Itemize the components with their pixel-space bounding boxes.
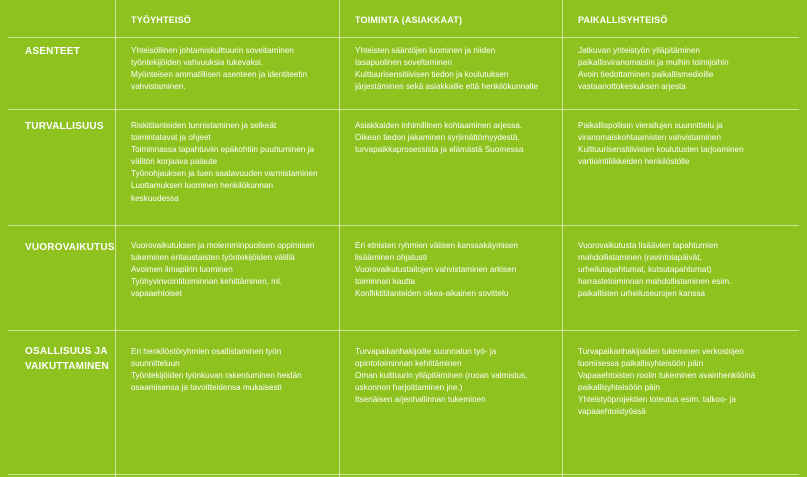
cell-item: Vapaaehtoisten roolin tukeminen avainhenkilöinä paikallisyhteisöön päin	[578, 371, 756, 393]
cell-item: Oman kulttuurin ylläpitäminen (ruoan valmistus, uskonnon harjoittaminen jne.)	[355, 371, 528, 393]
row-divider	[8, 109, 799, 110]
cell-item: Kulttuurisensitiivisten koulutusten tarjoaminen vartiointiliikkeiden henkilöstölle	[578, 145, 744, 167]
cell	[131, 120, 336, 205]
column-divider	[339, 0, 340, 477]
row-header-vuorovaikutus: VUOROVAIKUTUS	[25, 242, 115, 253]
cell-item: Työnohjauksen ja tuen saatavuuden varmistaminen	[131, 169, 318, 179]
cell	[578, 346, 793, 419]
cell-item: Myönteisen ammatillisen asenteen ja identiteetin vahvistaminen.	[131, 70, 308, 92]
cell	[578, 240, 793, 300]
row-divider	[8, 225, 799, 226]
cell-item: Asiakkaiden inhimillinen kohtaaminen arjessa. Oikean tiedon jakaminen syrjimättömyydestä, turvapaikkaprosessista ja elämästä Suomessa	[355, 121, 524, 155]
row-header-turvallisuus: TURVALLISUUS	[25, 121, 104, 132]
column-header-toiminta: TOIMINTA (ASIAKKAAT)	[355, 15, 463, 25]
cell	[131, 45, 336, 93]
cell-item: Jatkuvan yhteistyön ylläpitäminen paikallisviranomaisiin ja muihin toimijoihin	[578, 46, 729, 68]
cell	[355, 346, 560, 406]
column-divider	[562, 0, 563, 477]
cell-item: Riskitilanteiden tunnistaminen ja selkeät toimintatavat ja ohjeet	[131, 121, 277, 143]
cell-item: Yhteisten sääntöjen luominen ja niiden tasapuolinen soveltaminen	[355, 46, 496, 68]
cell-item: Eri henkilöstöryhmien osallistaminen työn suunnitteluun	[131, 347, 282, 369]
cell-item: Vuorovaikutusta lisäävien tapahtumien mahdollistaminen (ravintolapäivät, urheilutapahtumat, kutsutapahtumat) harrastetoiminnan mahdollistaminen esim. paikallisten urheiluseurojen kanssa	[578, 241, 732, 299]
column-header-tyoyhteiso: TYÖYHTEISÖ	[131, 15, 192, 25]
cell-item: Turvapaikanhakijoiden tukeminen verkostojen luomisessa paikallisyhteisöön päin	[578, 347, 744, 369]
cell-item: Yhteisöllinen johtamiskulttuurin soveltaminen työntekijöiden vahvuuksia tukevaksi.	[131, 46, 294, 68]
cell-item: Vuorovaikutustaitojen vahvistaminen arkisen toiminnan kautta	[355, 265, 517, 287]
column-divider	[115, 0, 116, 477]
cell-item: Eri etnisten ryhmien välisen kanssakäymisen lisääminen ohjatusti	[355, 241, 518, 263]
cell-item: Toiminnassa tapahtuviin epäkohtiin puuttuminen ja välitön korjaava palaute	[131, 145, 314, 167]
cell-item: Luottamuksen luominen henkilökunnan keskuudessa	[131, 181, 274, 203]
cell-item: Konfliktitilanteiden oikea-aikainen sovittelu	[355, 289, 509, 299]
cell-item: Turvapaikanhakijoille suunnatun työ- ja opintotoiminnan kehittäminen	[355, 347, 497, 369]
row-header-asenteet: ASENTEET	[25, 46, 80, 57]
cell-item: Itsenäisen arjenhallinnan tukeminen	[355, 395, 486, 405]
cell	[355, 45, 560, 93]
cell	[578, 45, 793, 93]
row-header-osallisuus: OSALLISUUS JA VAIKUTTAMINEN	[25, 346, 109, 372]
cell-item: Paikallispoliisin vierailujen suunnittelu ja viranomaiskohtaamisten vahvistaminen	[578, 121, 723, 143]
row-divider	[8, 37, 799, 38]
row-divider	[8, 474, 799, 475]
cell	[578, 120, 793, 168]
cell	[131, 240, 336, 300]
cell-item: Vuorovaikutuksen ja molemminpuolisen oppimisen tukeminen eritaustaisten työntekijöiden välillä	[131, 241, 315, 263]
column-header-paikallisyhteiso: PAIKALLISYHTEISÖ	[578, 15, 668, 25]
row-divider	[8, 330, 799, 331]
cell-item: Yhteistyöprojektien toteutus esim. talkoo- ja vapaaehtoistyössä	[578, 395, 736, 417]
cell-item: Avoin tiedottaminen paikallismedioille vastaanottokeskuksen arjesta	[578, 70, 714, 92]
cell-item: Kulttuurisensitiivisen tiedon ja koulutuksen järjestäminen sekä asiakkaille että henkilökunnalle	[355, 70, 538, 92]
cell-item: Työhyvinvointitoiminnan kehittäminen, ml. vapaaehtoiset	[131, 277, 283, 299]
cell	[355, 240, 560, 300]
cell-item: Avoimen ilmapiirin luominen	[131, 265, 233, 275]
cell	[355, 120, 560, 156]
cell-item: Työntekijöiden työnkuvan rakentuminen heidän osaamisensa ja tavoitteidensa mukaisesti	[131, 371, 302, 393]
cell	[131, 346, 336, 394]
